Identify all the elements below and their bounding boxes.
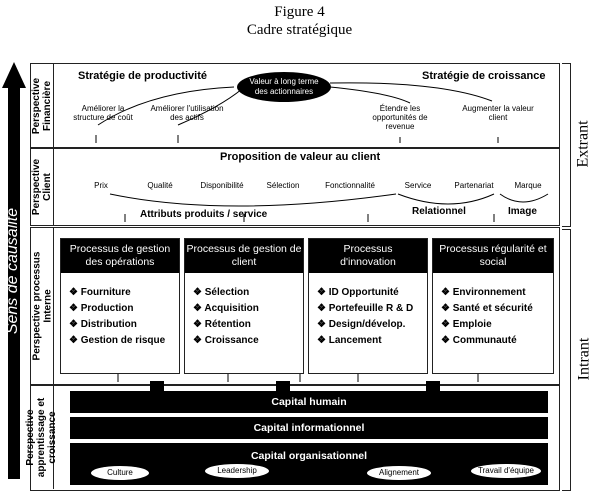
growth-strategy: Stratégie de croissance	[422, 70, 546, 82]
attr-selection: Sélection	[266, 181, 300, 190]
attr-qualite: Qualité	[147, 181, 173, 190]
oval-alignement: Alignement	[366, 465, 432, 481]
attr-marque: Marque	[514, 181, 542, 190]
process-item: ❖ Croissance	[193, 335, 259, 346]
process-item: ❖ Sélection	[193, 287, 250, 298]
attr-disponibilite: Disponibilité	[200, 181, 244, 190]
capital-humain: Capital humain	[70, 391, 548, 413]
connector	[150, 381, 164, 391]
process-item: ❖ Acquisition	[193, 303, 259, 314]
client-brackets	[30, 148, 558, 224]
process-item: ❖ Rétention	[193, 319, 251, 330]
process-title: Processus de gestion des opérations	[61, 239, 179, 273]
figure-number: Figure 4	[274, 4, 325, 20]
learning-label: Perspective apprentissage et croissance	[31, 386, 54, 489]
fin-item-1: Améliorer la structure de coût	[73, 104, 133, 122]
intrant-label: Intrant	[575, 337, 592, 381]
internal-arrows	[30, 227, 558, 383]
oval-leadership: Leadership	[204, 463, 270, 479]
attr-prix: Prix	[94, 181, 108, 190]
process-title: Processus de gestion de client	[185, 239, 303, 273]
shareholder-value-oval: Valeur à long terme des actionnaires	[237, 72, 331, 102]
process-item: ❖ Design/dévelop.	[317, 319, 406, 330]
process-item: ❖ Emploie	[441, 319, 492, 330]
process-item: ❖ Environnement	[441, 287, 526, 298]
process-item: ❖ Distribution	[69, 319, 137, 330]
process-item: ❖ ID Opportunité	[317, 287, 399, 298]
extrant-label: Extrant	[575, 120, 592, 168]
process-title: Processus d'innovation	[309, 239, 427, 273]
process-item: ❖ Production	[69, 303, 134, 314]
attr-fonctionnalite: Fonctionnalité	[325, 181, 375, 190]
group-image: Image	[508, 206, 537, 217]
connector	[426, 381, 440, 391]
causality-label: Sens de causalité	[4, 207, 21, 334]
group-attributes: Attributs produits / service	[140, 209, 268, 220]
process-item: ❖ Gestion de risque	[69, 335, 166, 346]
group-relationnel: Relationnel	[412, 206, 466, 217]
internal-label: Perspective processus Interne	[31, 228, 54, 384]
oval-culture: Culture	[90, 465, 150, 481]
client-value-title: Proposition de valeur au client	[220, 151, 381, 163]
process-item: ❖ Santé et sécurité	[441, 303, 533, 314]
attr-partenariat: Partenariat	[454, 181, 494, 190]
intrant-bracket	[562, 229, 571, 491]
client-label: Perspective Client	[31, 149, 54, 225]
process-item: ❖ Lancement	[317, 335, 382, 346]
process-item: ❖ Communauté	[441, 335, 517, 346]
fin-item-3: Étendre les opportunités de revenue	[372, 104, 428, 131]
capital-organisationnel: Capital organisationnel	[70, 443, 548, 485]
financial-arrows	[30, 63, 558, 146]
fin-item-2: Améliorer l'utilisation des actifs	[150, 104, 224, 122]
attr-service: Service	[404, 181, 432, 190]
process-title: Processus régularité et social	[433, 239, 553, 273]
financial-label: Perspective Financière	[31, 64, 54, 147]
figure-title: Cadre stratégique	[246, 22, 353, 38]
fin-item-4: Augmenter la valeur client	[462, 104, 534, 122]
process-item: ❖ Portefeuille R & D	[317, 303, 414, 314]
connector	[276, 381, 290, 391]
oval-travail-equipe: Travail d'équipe	[470, 463, 542, 479]
capital-informationnel: Capital informationnel	[70, 417, 548, 439]
process-item: ❖ Fourniture	[69, 287, 131, 298]
productivity-strategy: Stratégie de productivité	[78, 70, 207, 82]
extrant-bracket	[562, 63, 571, 227]
